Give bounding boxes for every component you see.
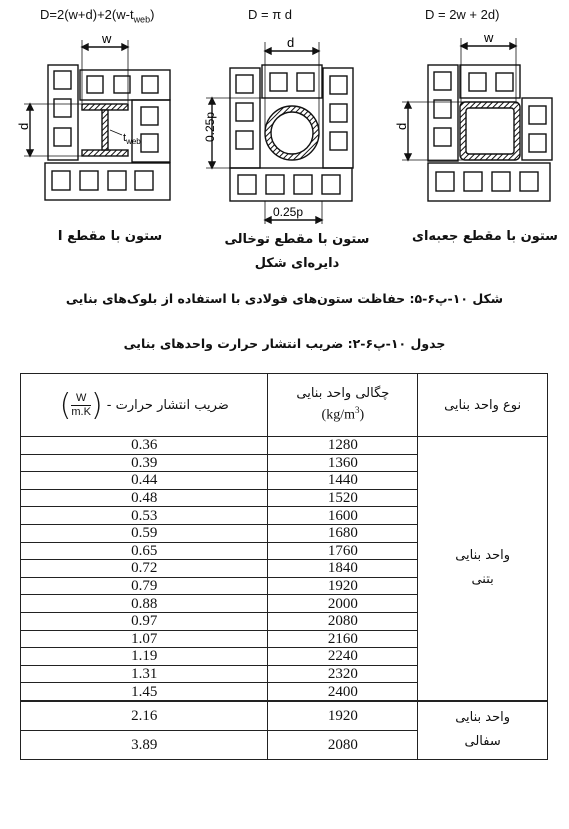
unit-numerator: W	[71, 392, 91, 406]
unit-type-line2: بتنی	[471, 572, 494, 588]
header-coefficient	[21, 374, 268, 437]
label-025p-horizontal: 0.25p	[273, 205, 304, 219]
table-header-row	[21, 374, 548, 437]
cell-coefficient: 0.48	[21, 489, 268, 507]
table-row	[21, 701, 548, 731]
cell-density: 1520	[268, 489, 418, 507]
paren-right: )	[59, 387, 72, 423]
label-d-box: d	[394, 122, 409, 130]
cell-unit-type	[418, 701, 548, 760]
header-coefficient-text: ضریب انتشار حرارت -	[106, 397, 229, 413]
cell-density: 1920	[268, 577, 418, 595]
cell-coefficient: 0.88	[21, 595, 268, 613]
box-section-drawing	[402, 38, 552, 201]
label-d-i: d	[16, 122, 31, 130]
label-w-i: w	[102, 31, 112, 46]
paren-left: (	[90, 387, 103, 423]
cell-coefficient: 0.79	[21, 577, 268, 595]
label-tweb: $t_{web}$	[123, 132, 141, 146]
cell-coefficient: 0.53	[21, 507, 268, 525]
cell-coefficient: 0.39	[21, 454, 268, 472]
cell-density: 2160	[268, 630, 418, 648]
cell-coefficient: 0.65	[21, 542, 268, 560]
cell-density: 2400	[268, 683, 418, 701]
formula-circular-section: D = π d	[248, 7, 293, 22]
cell-density: 2080	[268, 612, 418, 630]
cell-coefficient: 1.19	[21, 648, 268, 666]
caption-box-section: ستون با مقطع جعبه‌ای	[412, 229, 558, 244]
caption-circular-section-line2: دایره‌ای شکل	[254, 256, 340, 271]
cell-coefficient: 0.44	[21, 472, 268, 490]
unit-type-line1: واحد بنایی	[455, 710, 511, 726]
label-w-box: w	[484, 30, 494, 45]
cell-coefficient: 2.16	[21, 701, 268, 731]
cell-density: 1840	[268, 560, 418, 578]
header-density-unit: $(kg/m^3)$	[321, 405, 365, 423]
cell-coefficient: 1.31	[21, 665, 268, 683]
formula-i-section: $D=2(w+d)+2(w-t_{web})$	[40, 7, 155, 25]
cell-coefficient: 0.97	[21, 612, 268, 630]
cell-density: 2240	[268, 648, 418, 666]
unit-fraction	[71, 392, 91, 419]
unit-type-line2: سفالی	[464, 734, 501, 750]
label-d-circular: d	[287, 35, 295, 50]
cell-density: 1680	[268, 524, 418, 542]
formula-box-section: D = 2w + 2d)	[425, 7, 500, 22]
cell-coefficient: 0.36	[21, 437, 268, 455]
cell-density: 1920	[268, 701, 418, 731]
thermal-table	[20, 373, 548, 760]
table-title: جدول ۱۰-پ۶-۲: ضریب انتشار حرارت واحدهای بنایی	[123, 336, 446, 351]
unit-type-line1: واحد بنایی	[455, 548, 511, 564]
caption-i-section: ستون با مقطع I	[57, 229, 163, 244]
cell-density: 2320	[268, 665, 418, 683]
cell-coefficient: 1.07	[21, 630, 268, 648]
cell-density: 1360	[268, 454, 418, 472]
cell-coefficient: 0.59	[21, 524, 268, 542]
cell-coefficient: 0.72	[21, 560, 268, 578]
header-density-line1: چگالی واحد بنایی	[296, 386, 390, 402]
cell-coefficient: 1.45	[21, 683, 268, 701]
cell-density: 1760	[268, 542, 418, 560]
cell-density: 2000	[268, 595, 418, 613]
cell-density: 1600	[268, 507, 418, 525]
label-025p-vertical: 0.25p	[203, 111, 217, 142]
cell-density: 2080	[268, 730, 418, 759]
i-section-drawing	[24, 40, 170, 200]
header-density	[268, 374, 418, 437]
cell-coefficient: 3.89	[21, 730, 268, 759]
steel-columns-figure	[0, 24, 569, 224]
header-type: نوع واحد بنایی	[418, 374, 548, 437]
figure-caption: شکل ۱۰-پ۶-۵: حفاظت ستون‌های فولادی با استفاده از بلوک‌های بنایی	[65, 291, 504, 306]
circular-section-drawing	[206, 42, 353, 224]
table-row	[21, 437, 548, 455]
cell-density: 1440	[268, 472, 418, 490]
caption-circular-section: ستون با مقطع توخالی	[224, 232, 370, 247]
cell-density: 1280	[268, 437, 418, 455]
cell-unit-type	[418, 437, 548, 701]
unit-denominator: m.K	[71, 405, 91, 418]
